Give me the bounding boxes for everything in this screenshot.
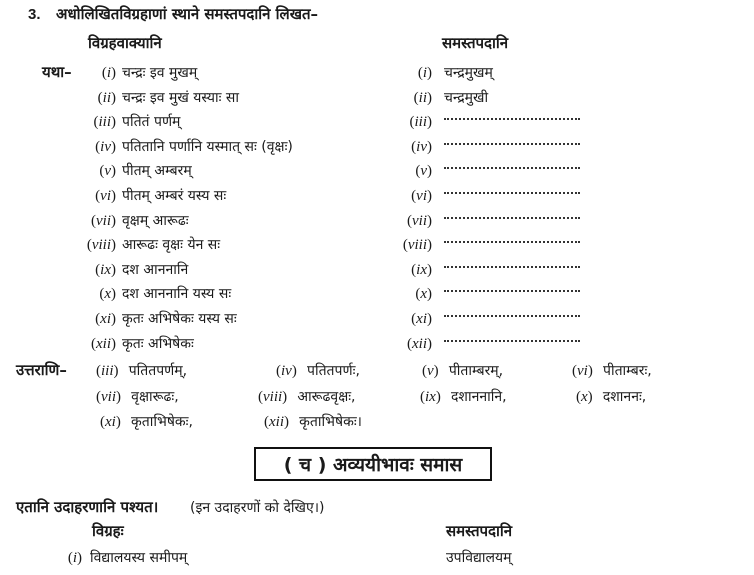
answer-blank[interactable] <box>444 191 580 194</box>
answer-blank[interactable] <box>444 265 580 268</box>
row-number-left: (iv) <box>95 139 116 155</box>
answer-item: (xi) कृताभिषेकः, <box>100 414 193 430</box>
answer-blank[interactable] <box>444 216 580 219</box>
example-vigraha: विद्यालयस्य समीपम् <box>90 550 188 566</box>
row-number-left: (i) <box>101 65 116 81</box>
vigraha-text: दश आननानि यस्य सः <box>122 286 232 302</box>
section-heading: ( च ) अव्ययीभावः समास <box>283 454 463 476</box>
vigraha-text: कृतः अभिषेकः यस्य सः <box>122 311 237 327</box>
row-number-right: (i) <box>417 65 432 81</box>
answer-item: (viii) आरूढवृक्षः, <box>258 389 356 405</box>
row-number-right: (v) <box>415 163 432 179</box>
samasta-text: चन्द्रमुखी <box>444 90 489 106</box>
examples-intro-hindi: (इन उदाहरणों को देखिए।) <box>190 500 325 516</box>
row-number-right: (ix) <box>411 262 432 278</box>
vigraha-text: दश आननानि <box>122 262 189 278</box>
row-number-right: (iii) <box>409 114 432 130</box>
answer-item: (xii) कृताभिषेकः। <box>264 414 362 430</box>
answer-blank[interactable] <box>444 240 580 243</box>
answer-item: (vii) वृक्षारूढः, <box>96 389 179 405</box>
answer-blank[interactable] <box>444 314 580 317</box>
example-label: यथा– <box>42 63 72 81</box>
vigraha-text: पीतम् अम्बरम् <box>122 163 192 179</box>
vigraha-text: चन्द्रः इव मुखं यस्याः सा <box>122 90 239 106</box>
example-samasta: उपविद्यालयम् <box>446 550 512 566</box>
row-number-right: (vii) <box>407 213 432 229</box>
answer-item: (iv) पतितपर्णः, <box>276 363 360 379</box>
answer-item: (x) दशाननः, <box>576 389 647 405</box>
row-number-left: (x) <box>99 286 116 302</box>
vigraha-text: कृतः अभिषेकः <box>122 336 194 352</box>
row-number-right: (xi) <box>411 311 432 327</box>
row-number-right: (x) <box>415 286 432 302</box>
vigraha-text: पतितं पर्णम् <box>122 114 181 130</box>
answer-item: (iii) पतितपर्णम्, <box>96 363 188 379</box>
vigraha-text: चन्द्रः इव मुखम् <box>122 65 198 81</box>
vigraha-text: पीतम् अम्बरं यस्य सः <box>122 188 227 204</box>
row-number-left: (viii) <box>86 237 116 253</box>
row-number-left: (v) <box>99 163 116 179</box>
answers-label: उत्तराणि– <box>16 361 67 379</box>
question-number: 3. <box>28 6 41 23</box>
row-number-right: (ii) <box>413 90 432 106</box>
samasta-text: चन्द्रमुखम् <box>444 65 493 81</box>
vigraha-text: आरूढः वृक्षः येन सः <box>122 237 221 253</box>
row-number-left: (ii) <box>97 90 116 106</box>
answer-item: (v) पीताम्बरम्, <box>422 363 504 379</box>
example-row-number: (i) <box>67 550 82 566</box>
row-number-left: (iii) <box>93 114 116 130</box>
row-number-right: (viii) <box>402 237 432 253</box>
vigraha-column-header: विग्रहवाक्यानि <box>88 34 162 52</box>
answer-item: (ix) दशाननानि, <box>420 389 507 405</box>
answer-blank[interactable] <box>444 142 580 145</box>
row-number-right: (xii) <box>407 336 432 352</box>
row-number-right: (vi) <box>411 188 432 204</box>
row-number-right: (iv) <box>411 139 432 155</box>
row-number-left: (xii) <box>91 336 116 352</box>
examples-vigraha-header: विग्रहः <box>92 522 124 540</box>
answer-blank[interactable] <box>444 117 580 120</box>
samasta-column-header: समस्तपदानि <box>442 34 509 52</box>
row-number-left: (vi) <box>95 188 116 204</box>
vigraha-text: पतितानि पर्णानि यस्मात् सः (वृक्षः) <box>122 139 293 155</box>
examples-intro: एतानि उदाहरणानि पश्यत। <box>16 498 159 516</box>
answer-blank[interactable] <box>444 166 580 169</box>
question-instruction: अधोलिखितविग्रहाणां स्थाने समस्तपदानि लिखत– <box>56 5 319 23</box>
row-number-left: (ix) <box>95 262 116 278</box>
vigraha-text: वृक्षम् आरूढः <box>122 213 189 229</box>
row-number-left: (vii) <box>91 213 116 229</box>
examples-samasta-header: समस्तपदानि <box>446 522 513 540</box>
answer-blank[interactable] <box>444 289 580 292</box>
answer-item: (vi) पीताम्बरः, <box>572 363 652 379</box>
row-number-left: (xi) <box>95 311 116 327</box>
section-heading-box <box>254 447 492 481</box>
answer-blank[interactable] <box>444 339 580 342</box>
